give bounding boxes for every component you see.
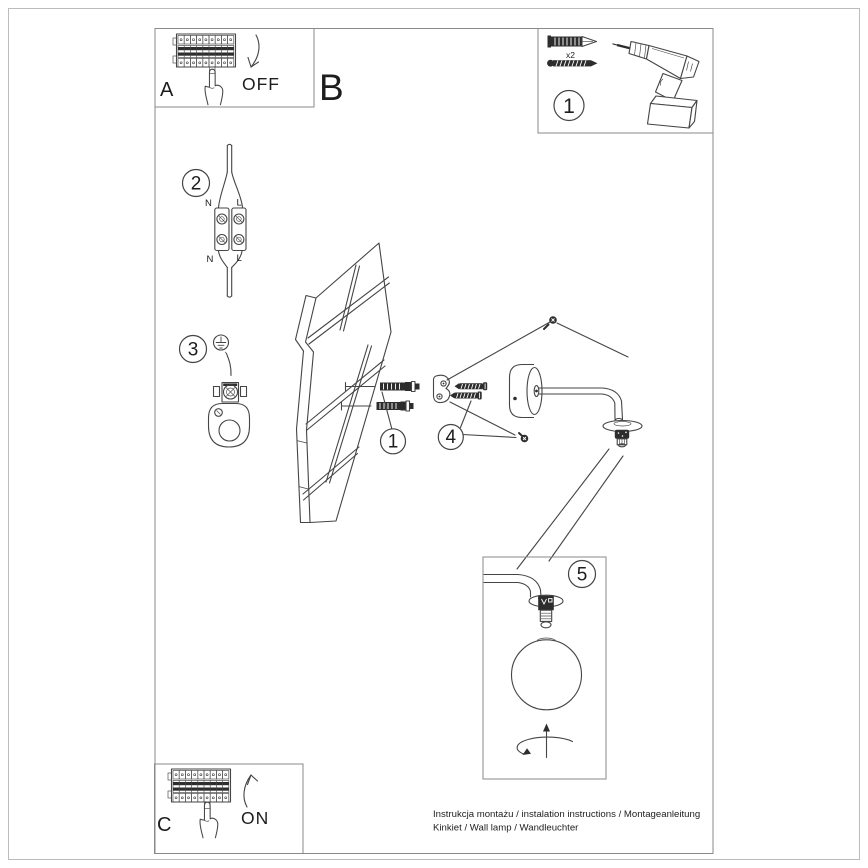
ground-terminal-icon <box>214 383 247 403</box>
drill-icon <box>613 42 700 129</box>
panel-tools <box>538 29 713 134</box>
footer-text <box>433 809 700 834</box>
step4-leader-lines <box>461 401 517 438</box>
section-b-label: B <box>319 67 344 108</box>
page-border <box>9 9 860 860</box>
step3-ground-connection <box>180 335 250 447</box>
switch-on-arrow-icon <box>244 775 258 807</box>
bracket-screw-bottom-icon <box>450 392 482 400</box>
hand-icon <box>205 69 223 105</box>
lamp-body <box>510 365 643 447</box>
step2-wiring-diagram <box>183 144 247 297</box>
panel5-leader-lines <box>517 449 623 569</box>
wire-n-out-label: N <box>206 254 214 265</box>
bracket-screw-top-icon <box>455 382 488 390</box>
step3-number: 3 <box>187 339 199 361</box>
panel5-socket-icon <box>538 596 554 628</box>
panel-a-label: A <box>160 79 174 101</box>
panel5-number: 5 <box>576 564 588 586</box>
footer-line2: Kinkiet / Wall lamp / Wandleuchter <box>433 822 579 834</box>
terminal-block-icon <box>215 208 246 251</box>
panel-5 <box>483 449 623 779</box>
circuit-breaker-icon <box>173 34 236 74</box>
wall-illustration <box>296 243 392 523</box>
mounting-bracket-icon <box>209 404 250 448</box>
canopy-screw-top-icon <box>544 316 557 329</box>
step1-leader-line <box>382 392 392 430</box>
panel-a-border <box>155 29 314 108</box>
panel-a <box>155 29 314 108</box>
wall-plug-icon <box>548 36 597 48</box>
wire-n-in-label: N <box>205 198 212 209</box>
panel-a-state-label: OFF <box>242 74 280 94</box>
screw-rotation-arrows <box>517 724 572 758</box>
panel-c <box>155 764 304 854</box>
globe-icon <box>512 640 582 710</box>
circuit-breaker-icon <box>168 769 231 809</box>
panel5-arm <box>484 575 541 598</box>
canopy-screw-dot <box>513 397 517 401</box>
panel-c-label: C <box>157 814 172 836</box>
tools-step-number: 1 <box>563 95 575 118</box>
wire-l-in-label: L <box>236 197 242 209</box>
step2-number: 2 <box>190 173 202 195</box>
anchor-quantity-label: x2 <box>566 50 575 60</box>
wire-l-out-label: L <box>236 253 242 264</box>
hand-icon <box>200 802 218 838</box>
canopy-screw-bottom-icon <box>519 433 528 442</box>
ground-symbol-icon <box>214 335 229 350</box>
wall-step4-number: 4 <box>445 427 457 449</box>
wall-bracket-assembly <box>434 375 517 449</box>
lamp-socket-icon <box>615 430 629 447</box>
footer-line1: Instrukcja montażu / instalation instructions / Montageanleitung <box>433 809 701 820</box>
screw-icon <box>547 60 597 67</box>
lamp-arm <box>539 388 623 423</box>
switch-off-arrow-icon <box>248 35 259 67</box>
wall-step1-number: 1 <box>387 431 399 453</box>
panel-c-state-label: ON <box>241 808 270 828</box>
